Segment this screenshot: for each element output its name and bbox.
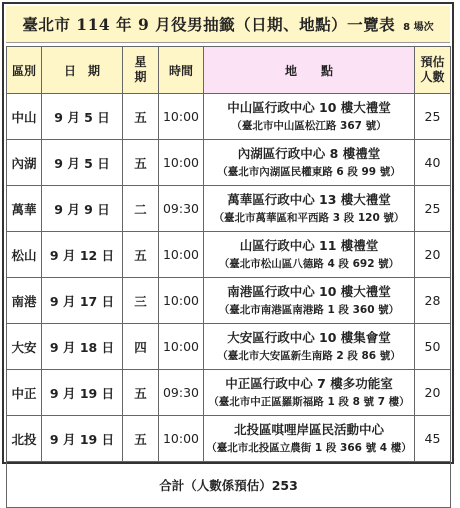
date-cell: 9 月 5 日 bbox=[42, 94, 123, 140]
venue-text: 大安區行政中心 10 樓集會堂 bbox=[227, 329, 391, 345]
date-cell: 9 月 18 日 bbox=[42, 324, 123, 370]
district-cell: 南港 bbox=[7, 278, 42, 324]
weekday-cell: 五 bbox=[123, 140, 159, 186]
address-text: （臺北市松山區八德路 4 段 692 號） bbox=[218, 257, 400, 270]
time-cell: 10:00 bbox=[159, 324, 204, 370]
session-count-note: 8 場次 bbox=[403, 22, 434, 33]
address-text: （臺北市內湖區民權東路 6 段 99 號） bbox=[217, 165, 401, 178]
location-cell bbox=[204, 370, 415, 416]
table-row bbox=[7, 278, 451, 324]
date-cell: 9 月 5 日 bbox=[42, 140, 123, 186]
count-cell: 40 bbox=[415, 140, 451, 186]
count-cell: 25 bbox=[415, 186, 451, 232]
location-cell bbox=[204, 416, 415, 462]
count-cell: 20 bbox=[415, 232, 451, 278]
time-cell: 10:00 bbox=[159, 232, 204, 278]
time-cell: 09:30 bbox=[159, 370, 204, 416]
weekday-header-line1: 星 bbox=[134, 55, 147, 69]
district-cell: 北投 bbox=[7, 416, 42, 462]
title-bar bbox=[6, 6, 450, 43]
address-text: （臺北市大安區新生南路 2 段 86 號） bbox=[217, 349, 401, 362]
district-cell: 松山 bbox=[7, 232, 42, 278]
address-text: （臺北市中山區松江路 367 號） bbox=[231, 119, 387, 132]
date-cell: 9 月 12 日 bbox=[42, 232, 123, 278]
address-text: （臺北市萬華區和平西路 3 段 120 號） bbox=[213, 211, 405, 224]
column-header-date: 日 期 bbox=[42, 47, 123, 94]
weekday-cell: 四 bbox=[123, 324, 159, 370]
location-cell bbox=[204, 140, 415, 186]
district-cell: 中正 bbox=[7, 370, 42, 416]
column-header-weekday bbox=[123, 47, 159, 94]
time-cell: 10:00 bbox=[159, 278, 204, 324]
time-cell: 10:00 bbox=[159, 416, 204, 462]
weekday-cell: 五 bbox=[123, 370, 159, 416]
table-row bbox=[7, 370, 451, 416]
location-cell bbox=[204, 94, 415, 140]
count-cell: 45 bbox=[415, 416, 451, 462]
time-cell: 10:00 bbox=[159, 140, 204, 186]
address-text: （臺北市中正區羅斯福路 1 段 8 號 7 樓） bbox=[208, 395, 410, 408]
schedule-table bbox=[6, 46, 451, 508]
table-row bbox=[7, 416, 451, 462]
weekday-cell: 二 bbox=[123, 186, 159, 232]
document-frame bbox=[2, 2, 454, 493]
time-cell: 09:30 bbox=[159, 186, 204, 232]
table-row bbox=[7, 232, 451, 278]
venue-text: 南港區行政中心 10 樓大禮堂 bbox=[227, 283, 391, 299]
document-title: 臺北市 114 年 9 月役男抽籤（日期、地點）一覽表 bbox=[22, 15, 396, 34]
column-header-time: 時間 bbox=[159, 47, 204, 94]
date-cell: 9 月 9 日 bbox=[42, 186, 123, 232]
column-header-location: 地 點 bbox=[204, 47, 415, 94]
location-cell bbox=[204, 186, 415, 232]
column-header-count bbox=[415, 47, 451, 94]
date-cell: 9 月 17 日 bbox=[42, 278, 123, 324]
column-header-district: 區別 bbox=[7, 47, 42, 94]
location-cell bbox=[204, 232, 415, 278]
venue-text: 北投區唭哩岸區民活動中心 bbox=[233, 421, 384, 437]
table-row bbox=[7, 140, 451, 186]
count-cell: 25 bbox=[415, 94, 451, 140]
date-cell: 9 月 19 日 bbox=[42, 370, 123, 416]
table-row bbox=[7, 94, 451, 140]
table-row bbox=[7, 186, 451, 232]
total-row bbox=[7, 462, 451, 508]
count-header-line2: 人數 bbox=[420, 70, 445, 84]
count-cell: 20 bbox=[415, 370, 451, 416]
weekday-cell: 五 bbox=[123, 94, 159, 140]
venue-text: 內湖區行政中心 8 樓禮堂 bbox=[237, 145, 381, 161]
venue-text: 中山區行政中心 10 樓大禮堂 bbox=[227, 99, 391, 115]
address-text: （臺北市北投區立農街 1 段 366 號 4 樓） bbox=[206, 441, 412, 454]
address-text: （臺北市南港區南港路 1 段 360 號） bbox=[218, 303, 400, 316]
weekday-cell: 五 bbox=[123, 416, 159, 462]
district-cell: 大安 bbox=[7, 324, 42, 370]
location-cell bbox=[204, 324, 415, 370]
district-cell: 萬華 bbox=[7, 186, 42, 232]
total-cell: 合計（人數係預估）253 bbox=[7, 462, 451, 508]
venue-text: 中正區行政中心 7 樓多功能室 bbox=[225, 375, 393, 391]
weekday-cell: 五 bbox=[123, 232, 159, 278]
count-cell: 28 bbox=[415, 278, 451, 324]
header-row bbox=[7, 47, 451, 94]
weekday-cell: 三 bbox=[123, 278, 159, 324]
location-cell bbox=[204, 278, 415, 324]
district-cell: 內湖 bbox=[7, 140, 42, 186]
count-header-line1: 預估 bbox=[420, 55, 445, 69]
count-cell: 50 bbox=[415, 324, 451, 370]
venue-text: 山區行政中心 11 樓禮堂 bbox=[239, 237, 379, 253]
date-cell: 9 月 19 日 bbox=[42, 416, 123, 462]
weekday-header-line2: 期 bbox=[134, 70, 147, 84]
time-cell: 10:00 bbox=[159, 94, 204, 140]
table-row bbox=[7, 324, 451, 370]
venue-text: 萬華區行政中心 13 樓大禮堂 bbox=[227, 191, 391, 207]
district-cell: 中山 bbox=[7, 94, 42, 140]
